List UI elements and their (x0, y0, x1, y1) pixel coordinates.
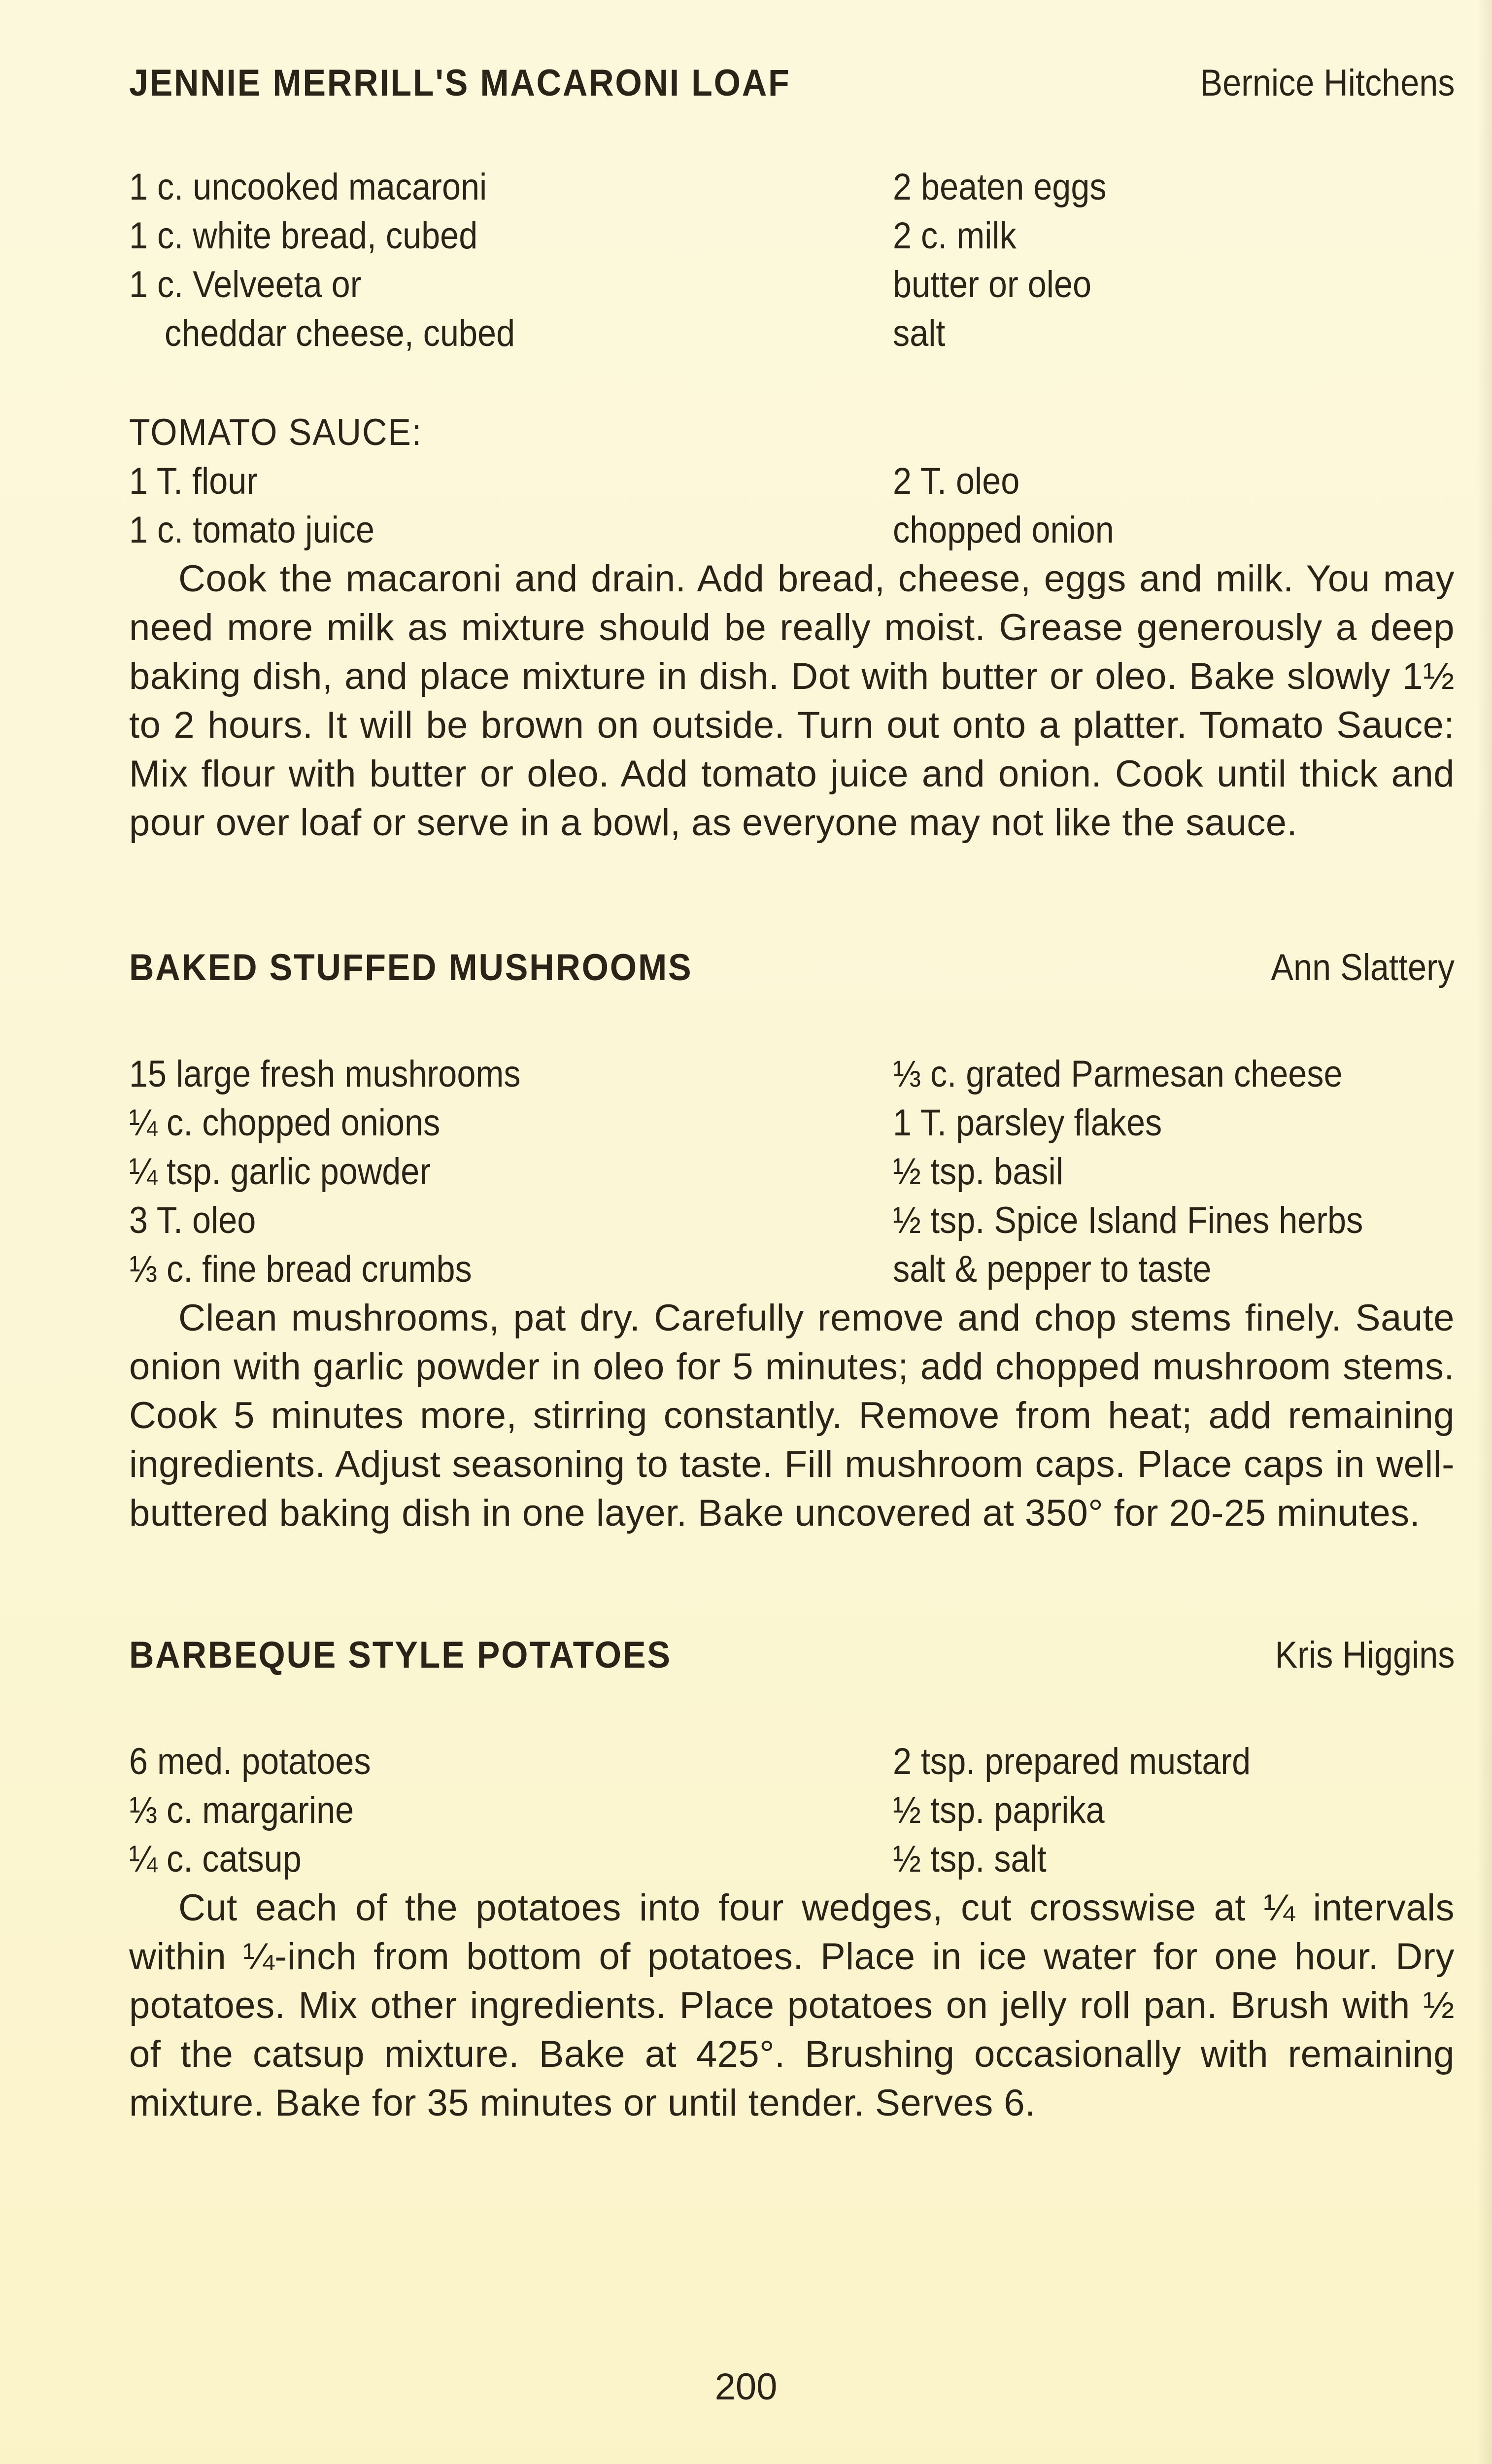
recipe-header (129, 62, 1455, 116)
ingredient-item: 1 T. flour (129, 460, 258, 502)
recipe-directions: Cook the macaroni and drain. Add bread, cheese, eggs and milk. You may need more milk as mixture should be really moist. Grease generously a deep baking dish, and place mixture in dish. Dot with butter or oleo. Bake slowly 1½ to 2 hours. It will be brown on outside. Turn out onto a platter. Tomato Sauce: Mix flour with butter or oleo. Add tomato juice and onion. Cook until thick and pour over loaf or serve in a bowl, as everyone may not like the sauce. (129, 558, 1455, 844)
ingredient-item: 2 T. oleo (893, 460, 1020, 502)
ingredient-item: salt & pepper to taste (893, 1248, 1212, 1290)
ingredient-item: 1 c. white bread, cubed (129, 215, 478, 257)
recipe-title: BARBEQUE STYLE POTATOES (129, 1634, 672, 1676)
ingredient-item: ⅓ c. fine bread crumbs (129, 1248, 472, 1290)
recipe-author: Bernice Hitchens (1199, 62, 1455, 104)
ingredient-item: 2 beaten eggs (893, 166, 1107, 208)
sauce-right-column (893, 457, 1139, 554)
recipe-macaroni-loaf (129, 62, 1455, 847)
page-number: 200 (714, 2366, 778, 2408)
ingredients-left-column (129, 1737, 398, 1883)
recipe-author: Ann Slattery (1271, 947, 1455, 989)
ingredients-left-column (129, 1050, 564, 1294)
recipe-author: Kris Higgins (1275, 1634, 1455, 1676)
recipe-title: JENNIE MERRILL'S MACARONI LOAF (129, 62, 791, 104)
ingredient-item: ¼ tsp. garlic powder (129, 1151, 431, 1193)
ingredients-list (129, 163, 1455, 360)
ingredient-item: ½ tsp. salt (893, 1838, 1047, 1880)
ingredient-item: 1 c. Velveeta or (129, 264, 362, 306)
recipe-stuffed-mushrooms (129, 946, 1455, 1538)
recipe-header (129, 946, 1455, 1000)
ingredients-list (129, 1050, 1455, 1294)
sauce-ingredients-list (129, 457, 1455, 554)
recipe-header (129, 1634, 1455, 1688)
ingredient-item: ⅓ c. grated Parmesan cheese (893, 1053, 1343, 1095)
sauce-left-column (129, 457, 402, 554)
ingredient-item: 1 c. uncooked macaroni (129, 166, 487, 208)
sauce-heading: TOMATO SAUCE: (129, 411, 423, 453)
page-edge-shadow (1477, 0, 1492, 2464)
recipe-title: BAKED STUFFED MUSHROOMS (129, 947, 693, 989)
ingredients-right-column (893, 1050, 1415, 1294)
ingredients-left-column (129, 163, 558, 358)
ingredient-item: ½ tsp. basil (893, 1151, 1063, 1193)
ingredient-item: cheddar cheese, cubed (165, 312, 515, 354)
ingredient-item: 1 c. tomato juice (129, 509, 375, 551)
ingredient-item: 15 large fresh mushrooms (129, 1053, 521, 1095)
ingredient-item: chopped onion (893, 509, 1114, 551)
ingredient-item: ½ tsp. paprika (893, 1789, 1105, 1831)
ingredient-item: 1 T. parsley flakes (893, 1102, 1162, 1144)
ingredient-item: 2 c. milk (893, 215, 1017, 257)
ingredient-item: ¼ c. catsup (129, 1838, 302, 1880)
ingredients-right-column (893, 163, 1130, 358)
ingredient-item: 2 tsp. prepared mustard (893, 1741, 1251, 1782)
ingredient-item: salt (893, 312, 946, 354)
ingredients-list (129, 1737, 1455, 1883)
ingredients-right-column (893, 1737, 1290, 1883)
ingredient-item: ¼ c. chopped onions (129, 1102, 441, 1144)
recipe-barbeque-potatoes (129, 1634, 1455, 2127)
ingredient-item: ⅓ c. margarine (129, 1789, 354, 1831)
recipe-directions: Clean mushrooms, pat dry. Carefully remove and chop stems finely. Saute onion with garlic powder in oleo for 5 minutes; add chopped mushroom stems. Cook 5 minutes more, stirring constantly. Remove from heat; add remaining ingredients. Adjust seasoning to taste. Fill mushroom caps. Place caps in well-buttered baking dish in one layer. Bake uncovered at 350° for 20-25 minutes. (129, 1297, 1455, 1534)
ingredient-item: 6 med. potatoes (129, 1741, 371, 1782)
recipe-directions: Cut each of the potatoes into four wedges, cut crosswise at ¼ intervals within ¼-inch from bottom of potatoes. Place in ice water for one hour. Dry potatoes. Mix other ingredients. Place potatoes on jelly roll pan. Brush with ½ of the catsup mixture. Bake at 425°. Brushing occasionally with remaining mixture. Bake for 35 minutes or until tender. Serves 6. (129, 1887, 1455, 2124)
ingredient-item: ½ tsp. Spice Island Fines herbs (893, 1199, 1363, 1241)
ingredient-item: 3 T. oleo (129, 1199, 256, 1241)
ingredient-item: butter or oleo (893, 264, 1092, 306)
